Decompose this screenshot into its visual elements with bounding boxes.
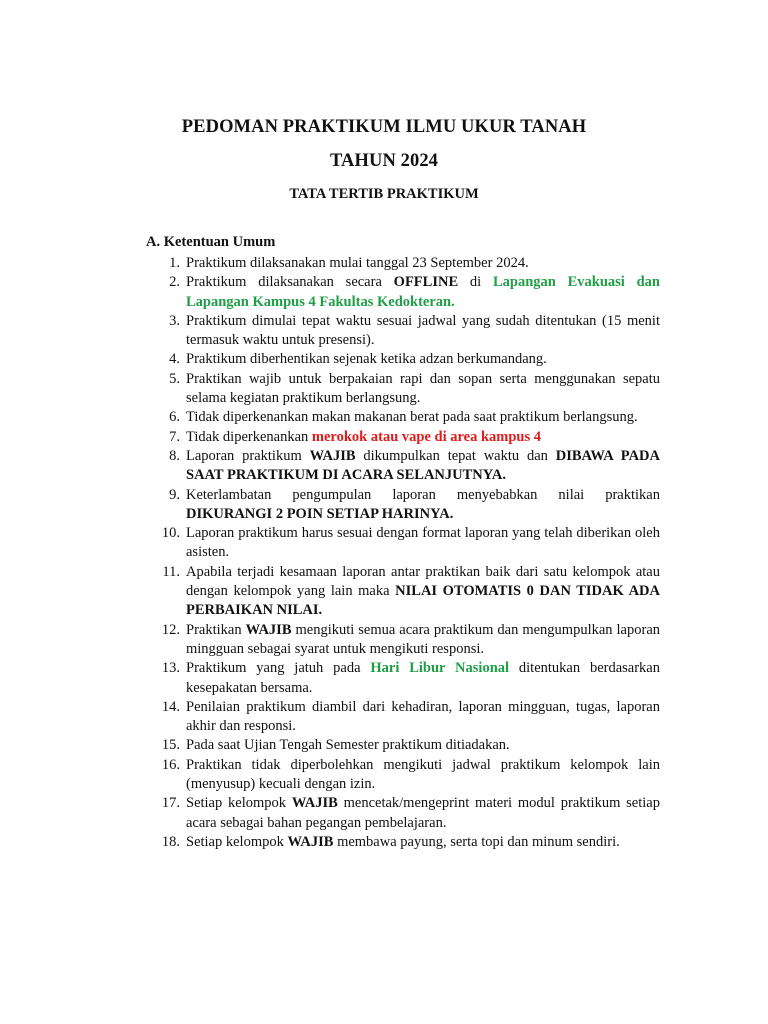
text-segment: mencetak/mengeprint materi modul praktikum setiap acara sebagai bahan pegangan pembelajaran.	[186, 795, 660, 831]
list-item-number: 1.	[169, 255, 180, 271]
text-segment: Praktikan tidak diperbolehkan mengikuti jadwal praktikum kelompok lain (menyusup) kecuali dengan izin.	[186, 756, 660, 793]
document-year: TAHUN 2024	[329, 151, 439, 171]
text-segment: Praktikan	[186, 621, 246, 638]
list-item-number: 2.	[169, 274, 180, 291]
list-item-text	[186, 794, 660, 833]
list-item	[146, 563, 660, 621]
bold-text: DIKURANGI 2 POIN SETIAP HARINYA.	[186, 505, 454, 522]
bold-text: WAJIB	[245, 621, 292, 638]
list-item	[146, 350, 660, 369]
list-item-text	[186, 659, 660, 698]
list-item-number: 13.	[161, 660, 180, 677]
rules-list	[146, 254, 660, 852]
list-item-number: 17.	[161, 795, 180, 812]
list-item-number: 10.	[161, 525, 180, 542]
list-item	[146, 659, 660, 698]
section-heading: A. Ketentuan Umum	[146, 234, 276, 250]
list-item-number: 6.	[169, 409, 180, 426]
bold-text: WAJIB	[291, 795, 338, 812]
text-segment: Praktikum dimulai tepat waktu sesuai jadwal yang sudah ditentukan (15 menit termasuk waktu untuk presensi).	[186, 312, 660, 349]
text-segment: di	[458, 274, 493, 291]
text-segment: Laporan praktikum harus sesuai dengan format laporan yang telah diberikan oleh asisten.	[186, 525, 660, 561]
list-item	[146, 794, 660, 833]
text-segment: Laporan praktikum	[186, 447, 310, 464]
bold-text: NILAI OTOMATIS 0 DAN TIDAK ADA PERBAIKAN NILAI.	[186, 583, 660, 619]
list-item	[146, 524, 660, 563]
list-item-text	[186, 428, 660, 447]
text-segment: Pada saat Ujian Tengah Semester praktikum ditiadakan.	[186, 737, 510, 754]
list-item-text	[186, 370, 660, 409]
list-item-text	[186, 833, 660, 852]
list-item	[146, 312, 660, 351]
text-segment: Praktikan wajib untuk berpakaian rapi dan sopan serta menggunakan sepatu selama kegiatan praktikum berlangsung.	[186, 370, 660, 407]
list-item-number: 4.	[169, 351, 180, 368]
text-segment: Praktikum yang jatuh pada	[186, 660, 371, 677]
text-segment: mengikuti semua acara praktikum dan mengumpulkan laporan mingguan sebagai syarat untuk mengikuti responsi.	[186, 621, 660, 657]
bold-text: OFFLINE	[393, 274, 459, 291]
text-segment: Penilaian praktikum diambil dari kehadiran, laporan mingguan, tugas, laporan akhir dan responsi.	[186, 698, 660, 735]
highlight-green-text: Lapangan Evakuasi dan Lapangan Kampus 4 Fakultas Kedokteran.	[186, 274, 660, 310]
list-item-number: 5.	[169, 370, 180, 387]
list-item	[146, 254, 660, 273]
list-item	[146, 736, 660, 755]
list-item	[146, 428, 660, 447]
text-segment: Praktikum dilaksanakan secara	[186, 274, 394, 291]
text-segment: ditentukan berdasarkan kesepakatan bersama.	[186, 660, 660, 696]
list-item-text	[186, 350, 660, 369]
list-item	[146, 698, 660, 737]
list-item-number: 12.	[161, 621, 180, 638]
list-item	[146, 756, 660, 795]
list-item	[146, 486, 660, 525]
list-item-text	[186, 524, 660, 563]
text-segment: Apabila terjadi kesamaan laporan antar praktikan baik dari satu kelompok atau dengan kelompok yang lain maka	[186, 563, 660, 600]
list-item-text	[186, 563, 660, 621]
highlight-red-text: merokok atau vape di area kampus 4	[311, 428, 541, 445]
document-title: PEDOMAN PRAKTIKUM ILMU UKUR TANAH	[181, 117, 587, 137]
list-item-text	[186, 254, 660, 273]
list-item-text	[186, 486, 660, 525]
list-item-text	[186, 273, 660, 312]
text-segment: Setiap kelompok	[186, 833, 288, 850]
highlight-green-text: Hari Libur Nasional	[370, 660, 510, 677]
list-item-text	[186, 621, 660, 660]
list-item-text	[186, 756, 660, 795]
list-item-number: 14.	[161, 698, 180, 715]
list-item	[146, 833, 660, 852]
list-item	[146, 447, 660, 486]
list-item	[146, 370, 660, 409]
list-item-number: 15.	[161, 737, 180, 754]
list-item	[146, 621, 660, 660]
list-item-text	[186, 408, 660, 427]
list-item-number: 9.	[169, 486, 180, 503]
list-item-number: 8.	[169, 447, 180, 464]
document-subtitle: TATA TERTIB PRAKTIKUM	[289, 186, 479, 202]
list-item-number: 18.	[161, 833, 180, 850]
list-item	[146, 408, 660, 427]
list-item-text	[186, 698, 660, 737]
bold-text: WAJIB	[309, 447, 356, 464]
list-item-number: 11.	[162, 563, 180, 580]
text-segment: Tidak diperkenankan	[186, 428, 312, 445]
text-segment: Praktikum dilaksanakan mulai tanggal 23 September 2024.	[186, 255, 529, 271]
text-segment: Praktikum diberhentikan sejenak ketika adzan berkumandang.	[186, 351, 547, 368]
list-item-text	[186, 736, 660, 755]
text-segment: Keterlambatan pengumpulan laporan menyebabkan nilai praktikan	[186, 486, 660, 503]
list-item-number: 16.	[161, 756, 180, 773]
bold-text: DIBAWA PADA SAAT PRAKTIKUM DI ACARA SELANJUTNYA.	[186, 447, 660, 484]
bold-text: WAJIB	[287, 833, 334, 850]
text-segment: membawa payung, serta topi dan minum sendiri.	[333, 833, 620, 850]
list-item-text	[186, 447, 660, 486]
list-item	[146, 273, 660, 312]
text-segment: dikumpulkan tepat waktu dan	[355, 447, 556, 464]
list-item-number: 7.	[169, 428, 180, 445]
list-item-number: 3.	[169, 312, 180, 329]
text-segment: Setiap kelompok	[186, 795, 292, 812]
text-segment: Tidak diperkenankan makan makanan berat pada saat praktikum berlangsung.	[186, 409, 638, 426]
list-item-text	[186, 312, 660, 351]
